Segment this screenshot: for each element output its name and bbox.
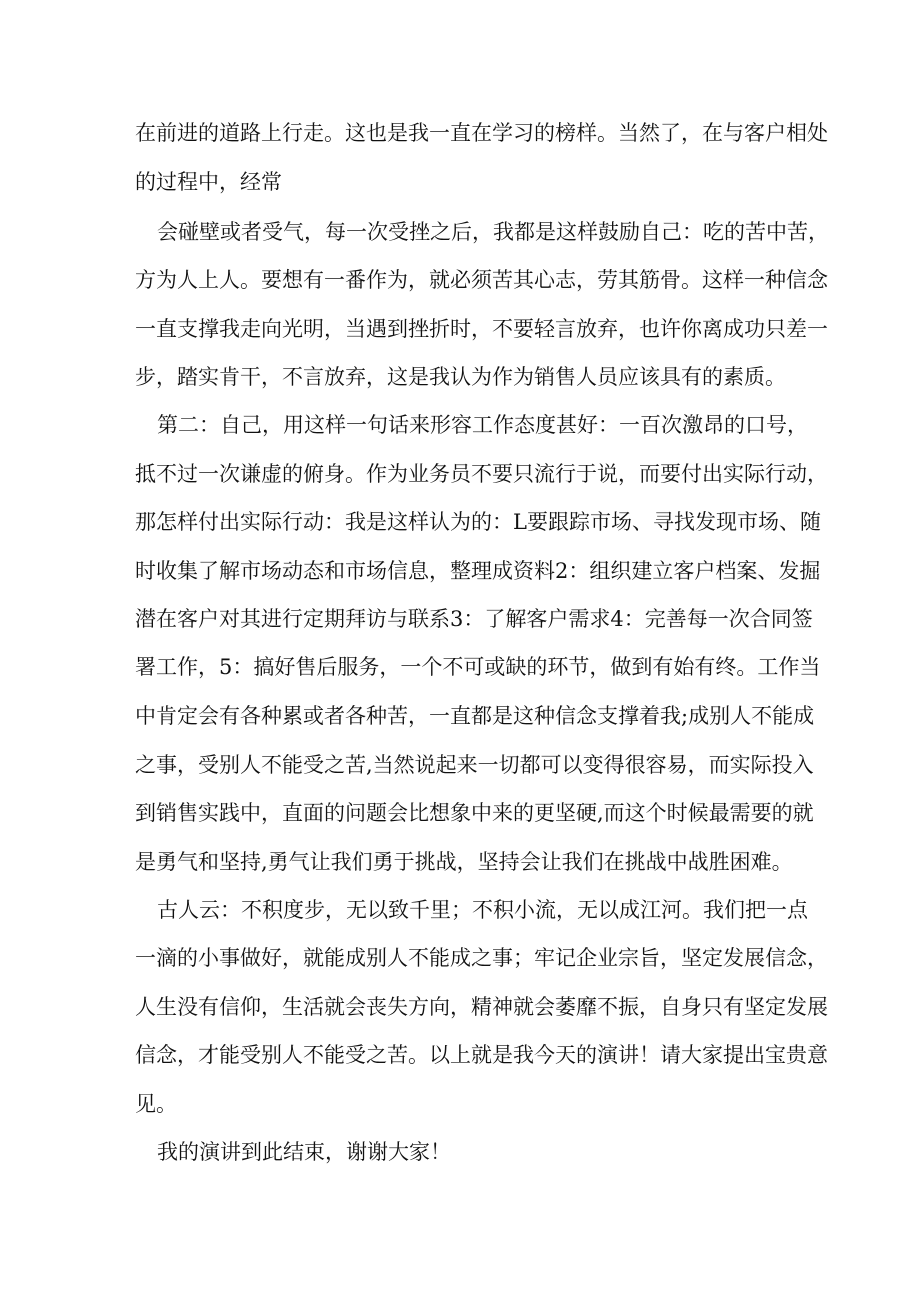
text-line: 是勇气和坚持,勇气让我们勇于挑战，坚持会让我们在挑战中战胜困难。: [135, 850, 793, 874]
text-line: 第二：自己，用这样一句话来形容工作态度甚好：一百次激昂的口号，: [157, 413, 808, 437]
text-line: 时收集了解市场动态和市场信息，整理成资料2：组织建立客户档案、发掘: [135, 559, 821, 583]
text-line: 我的演讲到此结束，谢谢大家！: [157, 1140, 451, 1164]
text-line: 一滴的小事做好，就能成别人不能成之事；牢记企业宗旨，坚定发展信念，: [135, 946, 828, 970]
text-line: 在前进的道路上行走。这也是我一直在学习的榜样。当然了，在与客户相处: [135, 121, 828, 145]
text-line: 方为人上人。要想有一番作为，就必须苦其心志，劳其筋骨。这样一种信念: [135, 268, 828, 292]
text-line: 之事，受别人不能受之苦,当然说起来一切都可以变得很容易，而实际投入: [135, 753, 814, 777]
text-line: 潜在客户对其进行定期拜访与联系3：了解客户需求4：完善每一次合同签: [135, 607, 813, 631]
text-line: 信念，才能受别人不能受之苦。以上就是我今天的演讲！请大家提出宝贵意: [135, 1043, 828, 1067]
text-line: 见。: [135, 1092, 177, 1116]
text-line: 到销售实践中，直面的问题会比想象中来的更坚硬,而这个时候最需要的就: [135, 801, 814, 825]
text-line: 那怎样付出实际行动：我是这样认为的：L要跟踪市场、寻找发现市场、随: [135, 510, 821, 534]
text-line: 步，踏实肯干，不言放弃，这是我认为作为销售人员应该具有的素质。: [135, 365, 786, 389]
text-line: 会碰壁或者受气，每一次受挫之后，我都是这样鼓励自己：吃的苦中苦，: [157, 220, 829, 244]
text-line: 的过程中，经常: [135, 170, 282, 194]
text-line: 一直支撑我走向光明，当遇到挫折时，不要轻言放弃，也许你离成功只差一: [135, 317, 828, 341]
text-line: 古人云：不积度步，无以致千里；不积小流，无以成江河。我们把一点: [157, 898, 808, 922]
text-line: 署工作，5：搞好售后服务，一个不可或缺的环节，做到有始有终。工作当: [135, 655, 821, 679]
text-line: 抵不过一次谦虚的俯身。作为业务员不要只流行于说，而要付出实际行动，: [135, 462, 828, 486]
text-line: 人生没有信仰，生活就会丧失方向，精神就会萎靡不振，自身只有坚定发展: [135, 995, 828, 1019]
text-line: 中肯定会有各种累或者各种苦，一直都是这种信念支撑着我;成别人不能成: [135, 704, 815, 728]
